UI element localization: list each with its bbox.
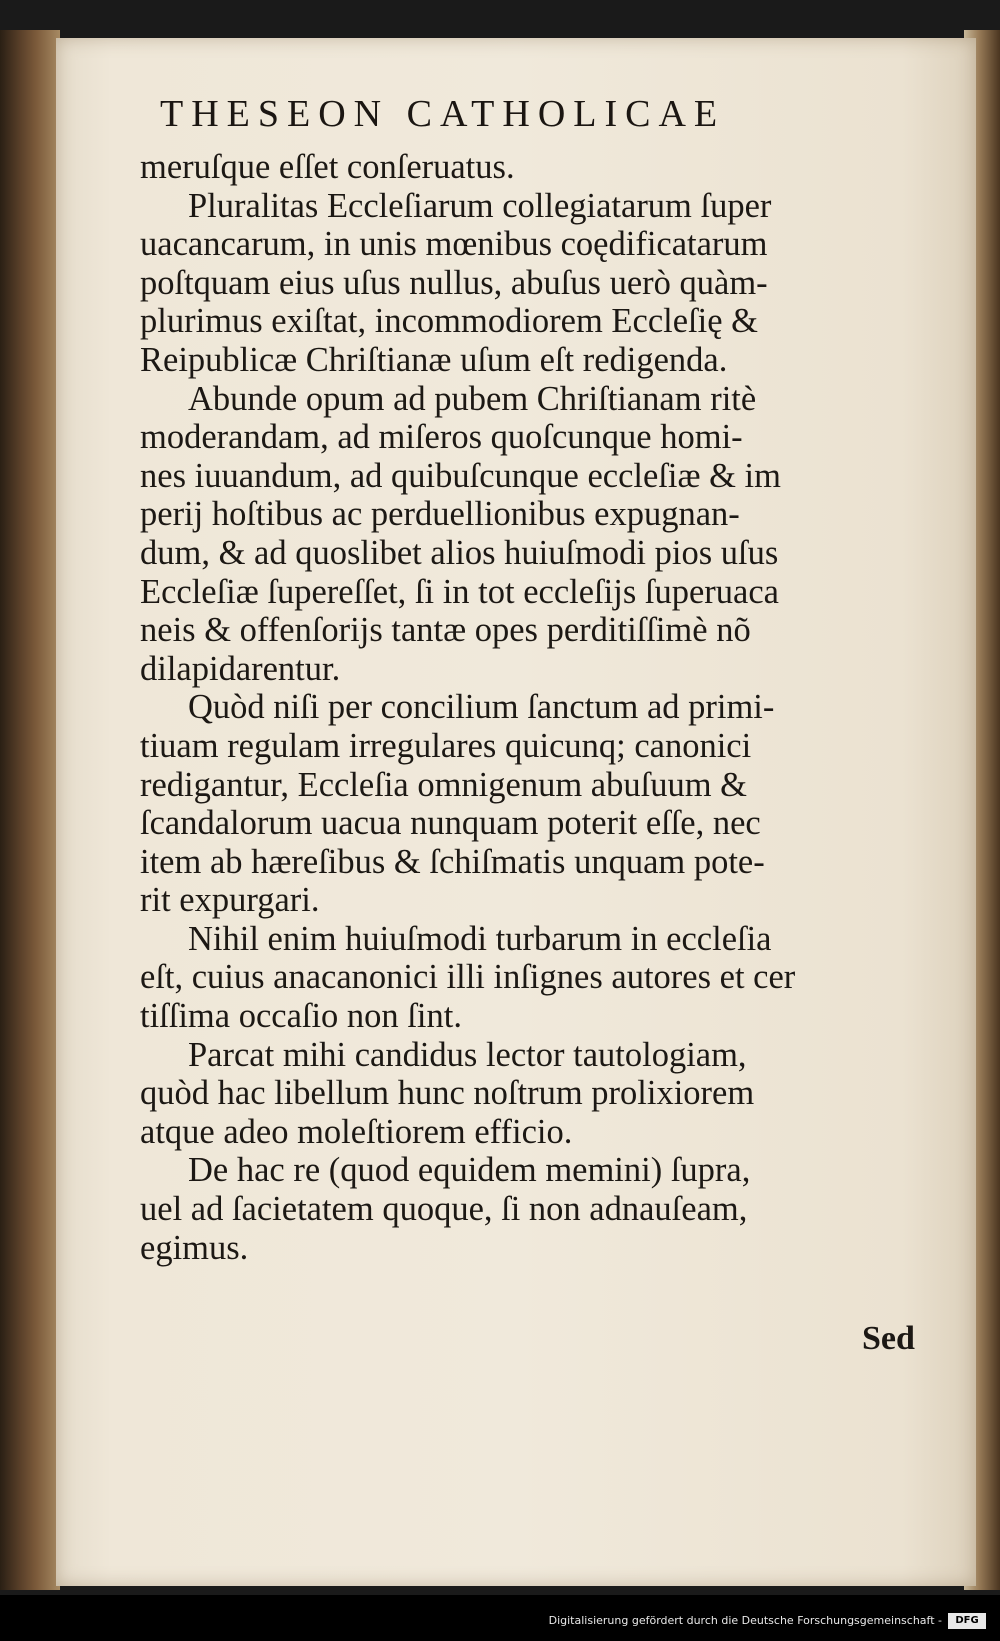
text-line: Pluralitas Eccleſiarum collegiatarum ſuper	[188, 186, 772, 225]
text-line: Abunde opum ad pubem Chriſtianam ritè	[188, 379, 757, 418]
text-line: dum, & ad quoslibet alios huiuſmodi pios uſus	[140, 533, 779, 572]
text-line: neis & offenſorijs tantæ opes perditiſſimè nõ	[140, 611, 751, 650]
text-line: De hac re (quod equidem memini) ſupra,	[188, 1151, 751, 1190]
text-line: egimus.	[140, 1228, 249, 1267]
text-line: Parcat mihi candidus lector tautologiam,	[188, 1035, 747, 1074]
text-line: Reipublicæ Chriſtianæ uſum eſt redigenda.	[140, 340, 728, 379]
text-line: Quòd niſi per concilium ſanctum ad primi-	[188, 688, 775, 727]
text-line: plurimus exiſtat, incommodiorem Eccleſię &	[140, 302, 758, 341]
text-line: atque adeo moleſtiorem efficio.	[140, 1112, 573, 1151]
text-line: item ab hæreſibus & ſchiſmatis unquam pote-	[140, 842, 765, 881]
text-line: rit expurgari.	[140, 881, 320, 920]
text-line: redigantur, Eccleſia omnigenum abuſuum &	[140, 765, 747, 804]
text-line: uacancarum, in unis mœnibus coędificatarum	[140, 225, 768, 264]
text-line: Nihil enim huiuſmodi turbarum in eccleſia	[188, 919, 772, 958]
text-line: poſtquam eius uſus nullus, abuſus uerò quàm-	[140, 263, 768, 302]
text-line: quòd hac libellum hunc noſtrum prolixiorem	[140, 1074, 755, 1113]
text-line: tiſſima occaſio non ſint.	[140, 997, 462, 1036]
dfg-logo: DFG	[948, 1613, 986, 1629]
text-line: ſcandalorum uacua nunquam poterit eſſe, nec	[140, 804, 761, 843]
text-line: dilapidarentur.	[140, 649, 341, 688]
text-line: uel ad ſacietatem quoque, ſi non adnauſeam,	[140, 1190, 748, 1229]
text-line: meruſque eſſet conſeruatus.	[140, 148, 515, 186]
text-line: nes iuuandum, ad quibuſcunque eccleſiæ & im	[140, 456, 781, 495]
text-line: eſt, cuius anacanonici illi inſignes autores et cer	[140, 958, 796, 997]
running-head: THESEON CATHOLICAE	[160, 93, 726, 135]
book-spine-left	[0, 30, 60, 1590]
text-line: perij hoſtibus ac perduellionibus expugnan-	[140, 495, 740, 534]
text-line: tiuam regulam irregulares quicunq; canonici	[140, 726, 752, 765]
text-line: Eccleſiæ ſupereſſet, ſi in tot eccleſijs ſuperuaca	[140, 572, 779, 611]
text-line: moderandam, ad miſeros quoſcunque homi-	[140, 418, 743, 457]
catchword: Sed	[862, 1320, 915, 1357]
body-text	[140, 148, 920, 1267]
footer-credit: Digitalisierung gefördert durch die Deutsche Forschungsgemeinschaft -	[548, 1614, 942, 1627]
